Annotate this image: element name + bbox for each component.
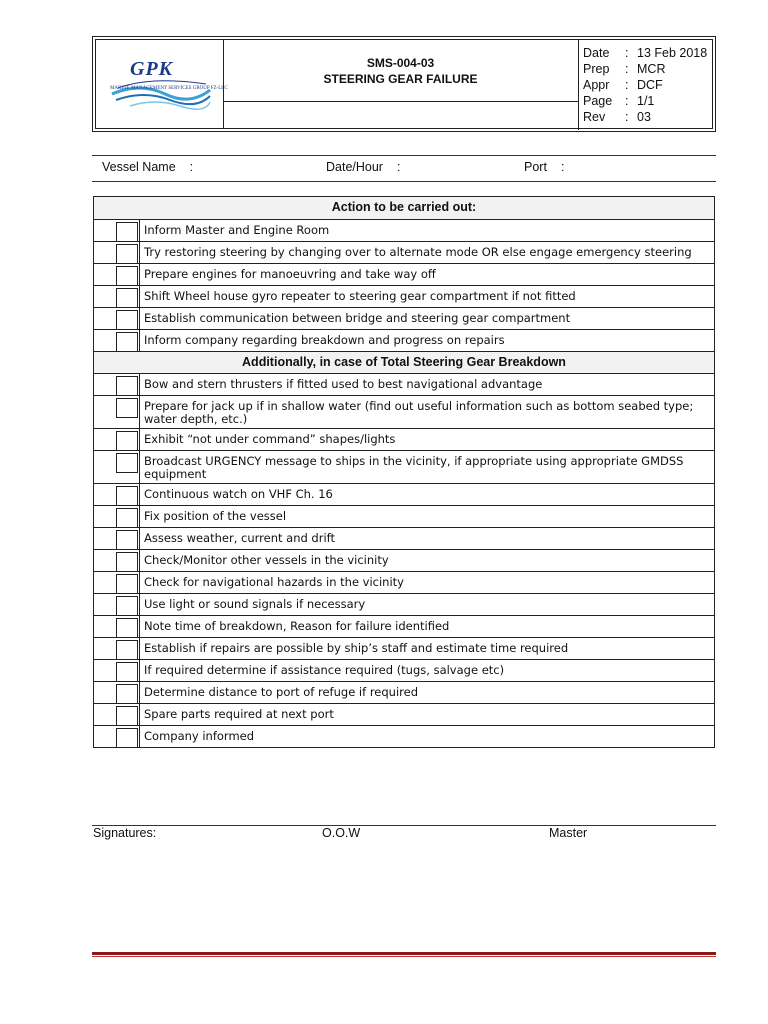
row-text: Exhibit “not under command” shapes/lights [144,432,396,446]
checkbox[interactable] [116,376,138,396]
row-text: Spare parts required at next port [144,707,334,721]
document-header [92,36,716,132]
vessel-rule-bottom [92,181,716,182]
row-text: Establish if repairs are possible by ship’s staff and estimate time required [144,641,569,655]
row-text: Continuous watch on VHF Ch. 16 [144,487,333,501]
checkbox[interactable] [116,453,138,473]
port-field: Port : [524,160,565,174]
row-text: Establish communication between bridge and steering gear compartment [144,311,571,325]
checkbox[interactable] [116,684,138,704]
checkbox[interactable] [116,530,138,550]
row-text: Note time of breakdown, Reason for failure identified [144,619,450,633]
row-text: Inform company regarding breakdown and progress on repairs [144,333,505,347]
table-row [94,571,714,593]
table-row [94,428,714,450]
row-text: Check/Monitor other vessels in the vicinity [144,553,389,567]
table-row [94,505,714,527]
table-row [94,219,714,241]
meta-page: Page : 1/1 [583,94,655,108]
checkbox[interactable] [116,728,138,748]
checkbox[interactable] [116,288,138,308]
table-row [94,703,714,725]
row-text: Prepare engines for manoeuvring and take way off [144,267,436,281]
table-row [94,483,714,505]
table-heading-actions: Action to be carried out: [94,197,714,219]
table-row [94,659,714,681]
checkbox[interactable] [116,552,138,572]
table-row [94,527,714,549]
row-text: Fix position of the vessel [144,509,287,523]
header-inner-frame [95,39,713,129]
blank-cell [223,102,579,130]
meta-prep: Prep : MCR [583,62,666,76]
checkbox[interactable] [116,266,138,286]
vessel-rule-top [92,155,716,156]
table-row [94,263,714,285]
table-row [94,681,714,703]
table-row [94,241,714,263]
row-text: Prepare for jack up if in shallow water (find out useful information such as bottom seabed type; water depth, etc.) [144,399,694,426]
row-text: Inform Master and Engine Room [144,223,330,237]
table-heading-breakdown: Additionally, in case of Total Steering Gear Breakdown [94,351,714,373]
meta-rev: Rev : 03 [583,110,651,124]
table-row [94,549,714,571]
meta-date: Date : 13 Feb 2018 [583,46,708,60]
checkbox[interactable] [116,508,138,528]
checkbox[interactable] [116,596,138,616]
checkbox[interactable] [116,431,138,451]
table-row [94,307,714,329]
footer-rule-thin [92,956,716,957]
signatures-label: Signatures: [93,826,157,840]
row-text: Shift Wheel house gyro repeater to steering gear compartment if not fitted [144,289,576,303]
row-text: Use light or sound signals if necessary [144,597,366,611]
row-text: Bow and stern thrusters if fitted used to best navigational advantage [144,377,543,391]
footer-rule [92,952,716,955]
row-text: If required determine if assistance required (tugs, salvage etc) [144,663,505,677]
company-logo [110,54,228,112]
vessel-name-field: Vessel Name : [102,160,194,174]
document-title: STEERING GEAR FAILURE [323,72,478,86]
master-signature-label: Master [549,826,588,840]
table-row [94,593,714,615]
title-cell [223,40,579,102]
checkbox[interactable] [116,640,138,660]
document-code: SMS-004-03 [366,56,435,70]
table-row [94,637,714,659]
checklist-table [93,196,715,748]
checkbox[interactable] [116,618,138,638]
checkbox[interactable] [116,662,138,682]
table-row [94,615,714,637]
checkbox[interactable] [116,486,138,506]
table-row [94,329,714,351]
table-row [94,373,714,395]
row-text: Broadcast URGENCY message to ships in the vicinity, if appropriate using appropriate GMDSS equipment [144,454,684,481]
checkbox[interactable] [116,706,138,726]
table-row [94,450,714,483]
logo-subtitle: MARINE MANAGEMENT SERVICES GROUP FZ-LLC [110,86,228,91]
checkbox[interactable] [116,244,138,264]
date-hour-field: Date/Hour : [326,160,401,174]
signature-rule [92,825,716,826]
checkbox[interactable] [116,332,138,352]
checkbox[interactable] [116,222,138,242]
row-text: Check for navigational hazards in the vicinity [144,575,404,589]
logo-cell [96,40,228,128]
document-meta [579,40,712,128]
table-row [94,395,714,428]
checkbox[interactable] [116,398,138,418]
row-text: Try restoring steering by changing over to alternate mode OR else engage emergency steering [144,245,692,259]
checkbox[interactable] [116,574,138,594]
checkbox[interactable] [116,310,138,330]
logo-wordmark: GPK [130,58,173,80]
oow-signature-label: O.O.W [322,826,361,840]
row-text: Assess weather, current and drift [144,531,336,545]
table-row [94,285,714,307]
table-row [94,725,714,747]
row-text: Determine distance to port of refuge if required [144,685,419,699]
row-text: Company informed [144,729,255,743]
meta-appr: Appr : DCF [583,78,663,92]
